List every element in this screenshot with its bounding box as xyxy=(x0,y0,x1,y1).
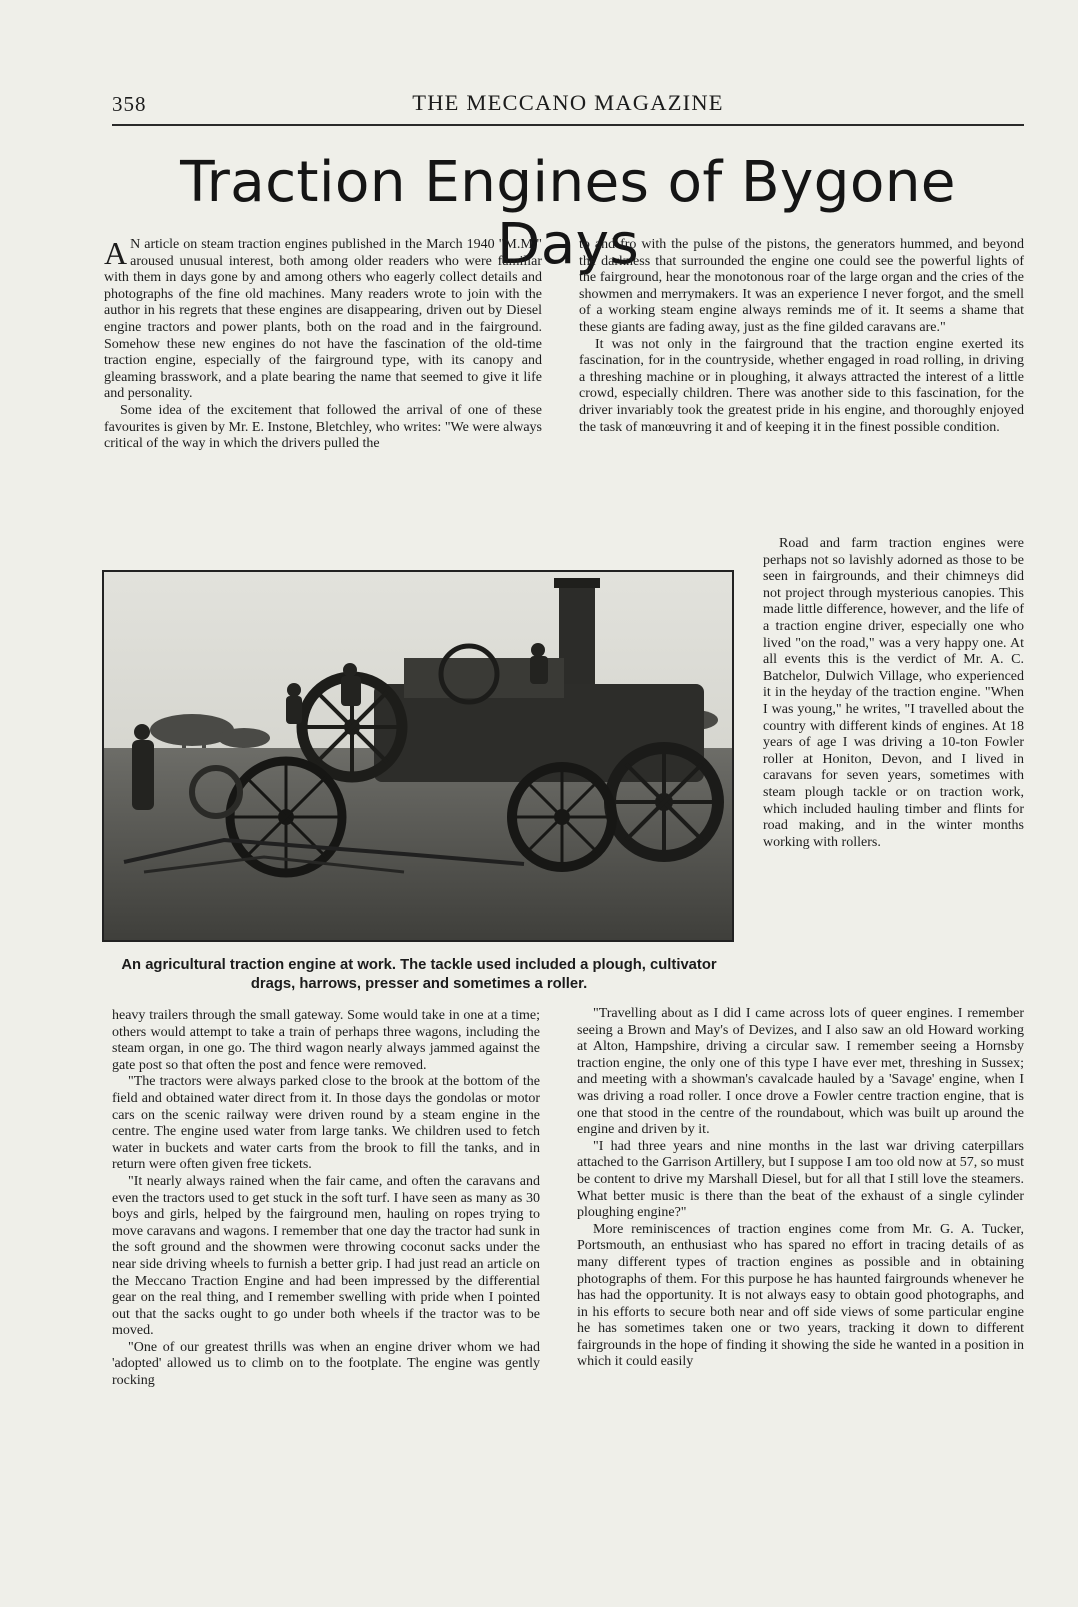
paragraph: heavy trailers through the small gateway. Some would take in one at a time; others would attempt to take a train of perhaps three wagons, including the steam organ, in one go. The third wagon nearly always jammed against the gate post so that often the post and fence were removed. xyxy=(112,1008,540,1073)
paragraph: "Travelling about as I did I came across lots of queer engines. I remember seeing a Brown and May's of Devizes, and I also saw an old Howard working at Alton, Hampshire, driving a circular saw. I remember seeing a Hornsby traction engine, the only one of this type I have ever met, threshing in Sussex; and meeting with a showman's cavalcade hauled by a 'Savage' engine, when I was driving a road roller. I once drove a Fowler centre traction engine, that is one that stood in the centre of the roundabout, which was built up around the engine and driven by it. xyxy=(577,1006,1024,1138)
paragraph: More reminiscences of traction engines come from Mr. G. A. Tucker, Portsmouth, an enthusiast who has spared no effort in tracing details of as many different types of traction engines as possible and in obtaining photographs of them. For this purpose he has haunted fairgrounds whenever he has had the opportunity. It is not always easy to obtain good photographs, and in his efforts to secure both near and off side views of some particular engine he has sometimes taken one or two years, tracking it down to different fairgrounds in the hope of finding it showing the side he wanted in a position in which it could easily xyxy=(577,1221,1024,1370)
paragraph: "One of our greatest thrills was when an engine driver whom we had 'adopted' allowed us to climb on to the footplate. The engine was gently rocking xyxy=(112,1339,540,1389)
paragraph: "It nearly always rained when the fair came, and often the caravans and even the tractors used to get stuck in the soft turf. I have seen as many as 30 boys and girls, helped by the fairground men, hauling on ropes trying to move caravans and wagons. I remember that one day the tractor had sunk in the soft ground and the showmen were throwing coconut sacks under the near side driving wheels to furnish a better grip. I had just read an article on the Meccano Traction Engine and had been impressed by the differential gear on the real thing, and I remember swelling with pride when I pointed out that the sacks ought to go under both wheels if the tractor was to be moved. xyxy=(112,1173,540,1339)
paragraph: to and fro with the pulse of the pistons, the generators hummed, and beyond the darkness that surrounded the engine one could see the powerful lights of the fairground, hear the monotonous roar of the large organ and the cries of the showmen and merrymakers. It was an experience I never forgot, and the smell of a working steam engine always reminds me of it. It seems a shame that these giants are fading away, just as the fine gilded caravans are." xyxy=(579,237,1024,335)
traction-engine-photo xyxy=(104,572,732,940)
figure-caption: An agricultural traction engine at work. The tackle used included a plough, cultivator drags, harrows, presser and sometimes a roller. xyxy=(121,957,717,992)
paragraph: Some idea of the excitement that followed the arrival of one of these favourites is given by Mr. E. Instone, Bletchley, who writes: "We were always critical of the way in which the drivers pulled the xyxy=(104,402,542,452)
paragraph: A N article on steam traction engines published in the March 1940 "M.M." aroused unusual interest, both among older readers who were familiar with them in days gone by and among others who eagerly collect details and photographs of the fine old machines. Many readers wrote to join with the author in his regrets that these engines are disappearing, driven out by Diesel engine tractors and power plants, both on the road and in the fairground. Somehow these new engines do not have the fascination of the old-time traction engine, especially of the fairground type, with its canopy and gleaming brasswork, and a plate bearing the name that seemed to give it life and personality. xyxy=(104,235,542,402)
header-rule xyxy=(112,124,1024,126)
paragraph: "I had three years and nine months in the last war driving caterpillars attached to the Garrison Artillery, but I suppose I am too old now at 57, so must be content to drive my Marshall Diesel, but for all that I still love the steamers. What better music is there than the beat of the exhaust of a single cylinder ploughing engine?" xyxy=(577,1138,1024,1221)
column-3 xyxy=(112,1008,540,1390)
column-2 xyxy=(579,237,1024,436)
paragraph: It was not only in the fairground that the traction engine exerted its fascination, for in the countryside, whether engaged in road rolling, in driving a threshing machine or in ploughing, it always attracted the interest of a little crowd, especially children. There was another side to this fascination, for the driver invariably took the greatest pride in his engine, and thoroughly enjoyed the task of manœuvring it and of keeping it in the finest possible condition. xyxy=(579,336,1024,435)
magazine-title: THE MECCANO MAGAZINE xyxy=(412,90,724,115)
running-head xyxy=(112,88,1024,120)
column-4 xyxy=(577,1006,1024,1371)
column-1 xyxy=(104,237,542,453)
drop-cap: A xyxy=(104,235,128,271)
page-number: 358 xyxy=(112,92,147,116)
paragraph: Road and farm traction engines were perhaps not so lavishly adorned as those to be seen in fairgrounds, and their chimneys did not project through mysterious canopies. This made little difference, however, and the life of a traction engine driver, especially one who lived "on the road," was a very happy one. At all events this is the verdict of Mr. A. C. Batchelor, Dulwich Village, who experienced it in the heyday of the traction engine. "When I was young," he writes, "I travelled about the country with different kinds of engines. At 18 years of age I was driving a 10-ton Fowler roller at Honiton, Devon, and I lived in caravans for seven years, sometimes with steam plough tackle or on traction work, which included hauling timber and flints for road making, and in the winter months working with rollers. xyxy=(763,536,1024,850)
photo-figure xyxy=(102,570,734,942)
article-title: Traction Engines of Bygone Days xyxy=(180,150,956,278)
column-2-narrow xyxy=(763,536,1024,851)
paragraph: "The tractors were always parked close to the brook at the bottom of the field and obtained water direct from it. In those days the gondolas or motor cars on the scenic railway were driven round by a steam engine in the centre. The engine used water from large tanks. We children used to fetch water in buckets and water carts from the brook to fill the tanks, and in return were often given free tickets. xyxy=(112,1074,540,1173)
